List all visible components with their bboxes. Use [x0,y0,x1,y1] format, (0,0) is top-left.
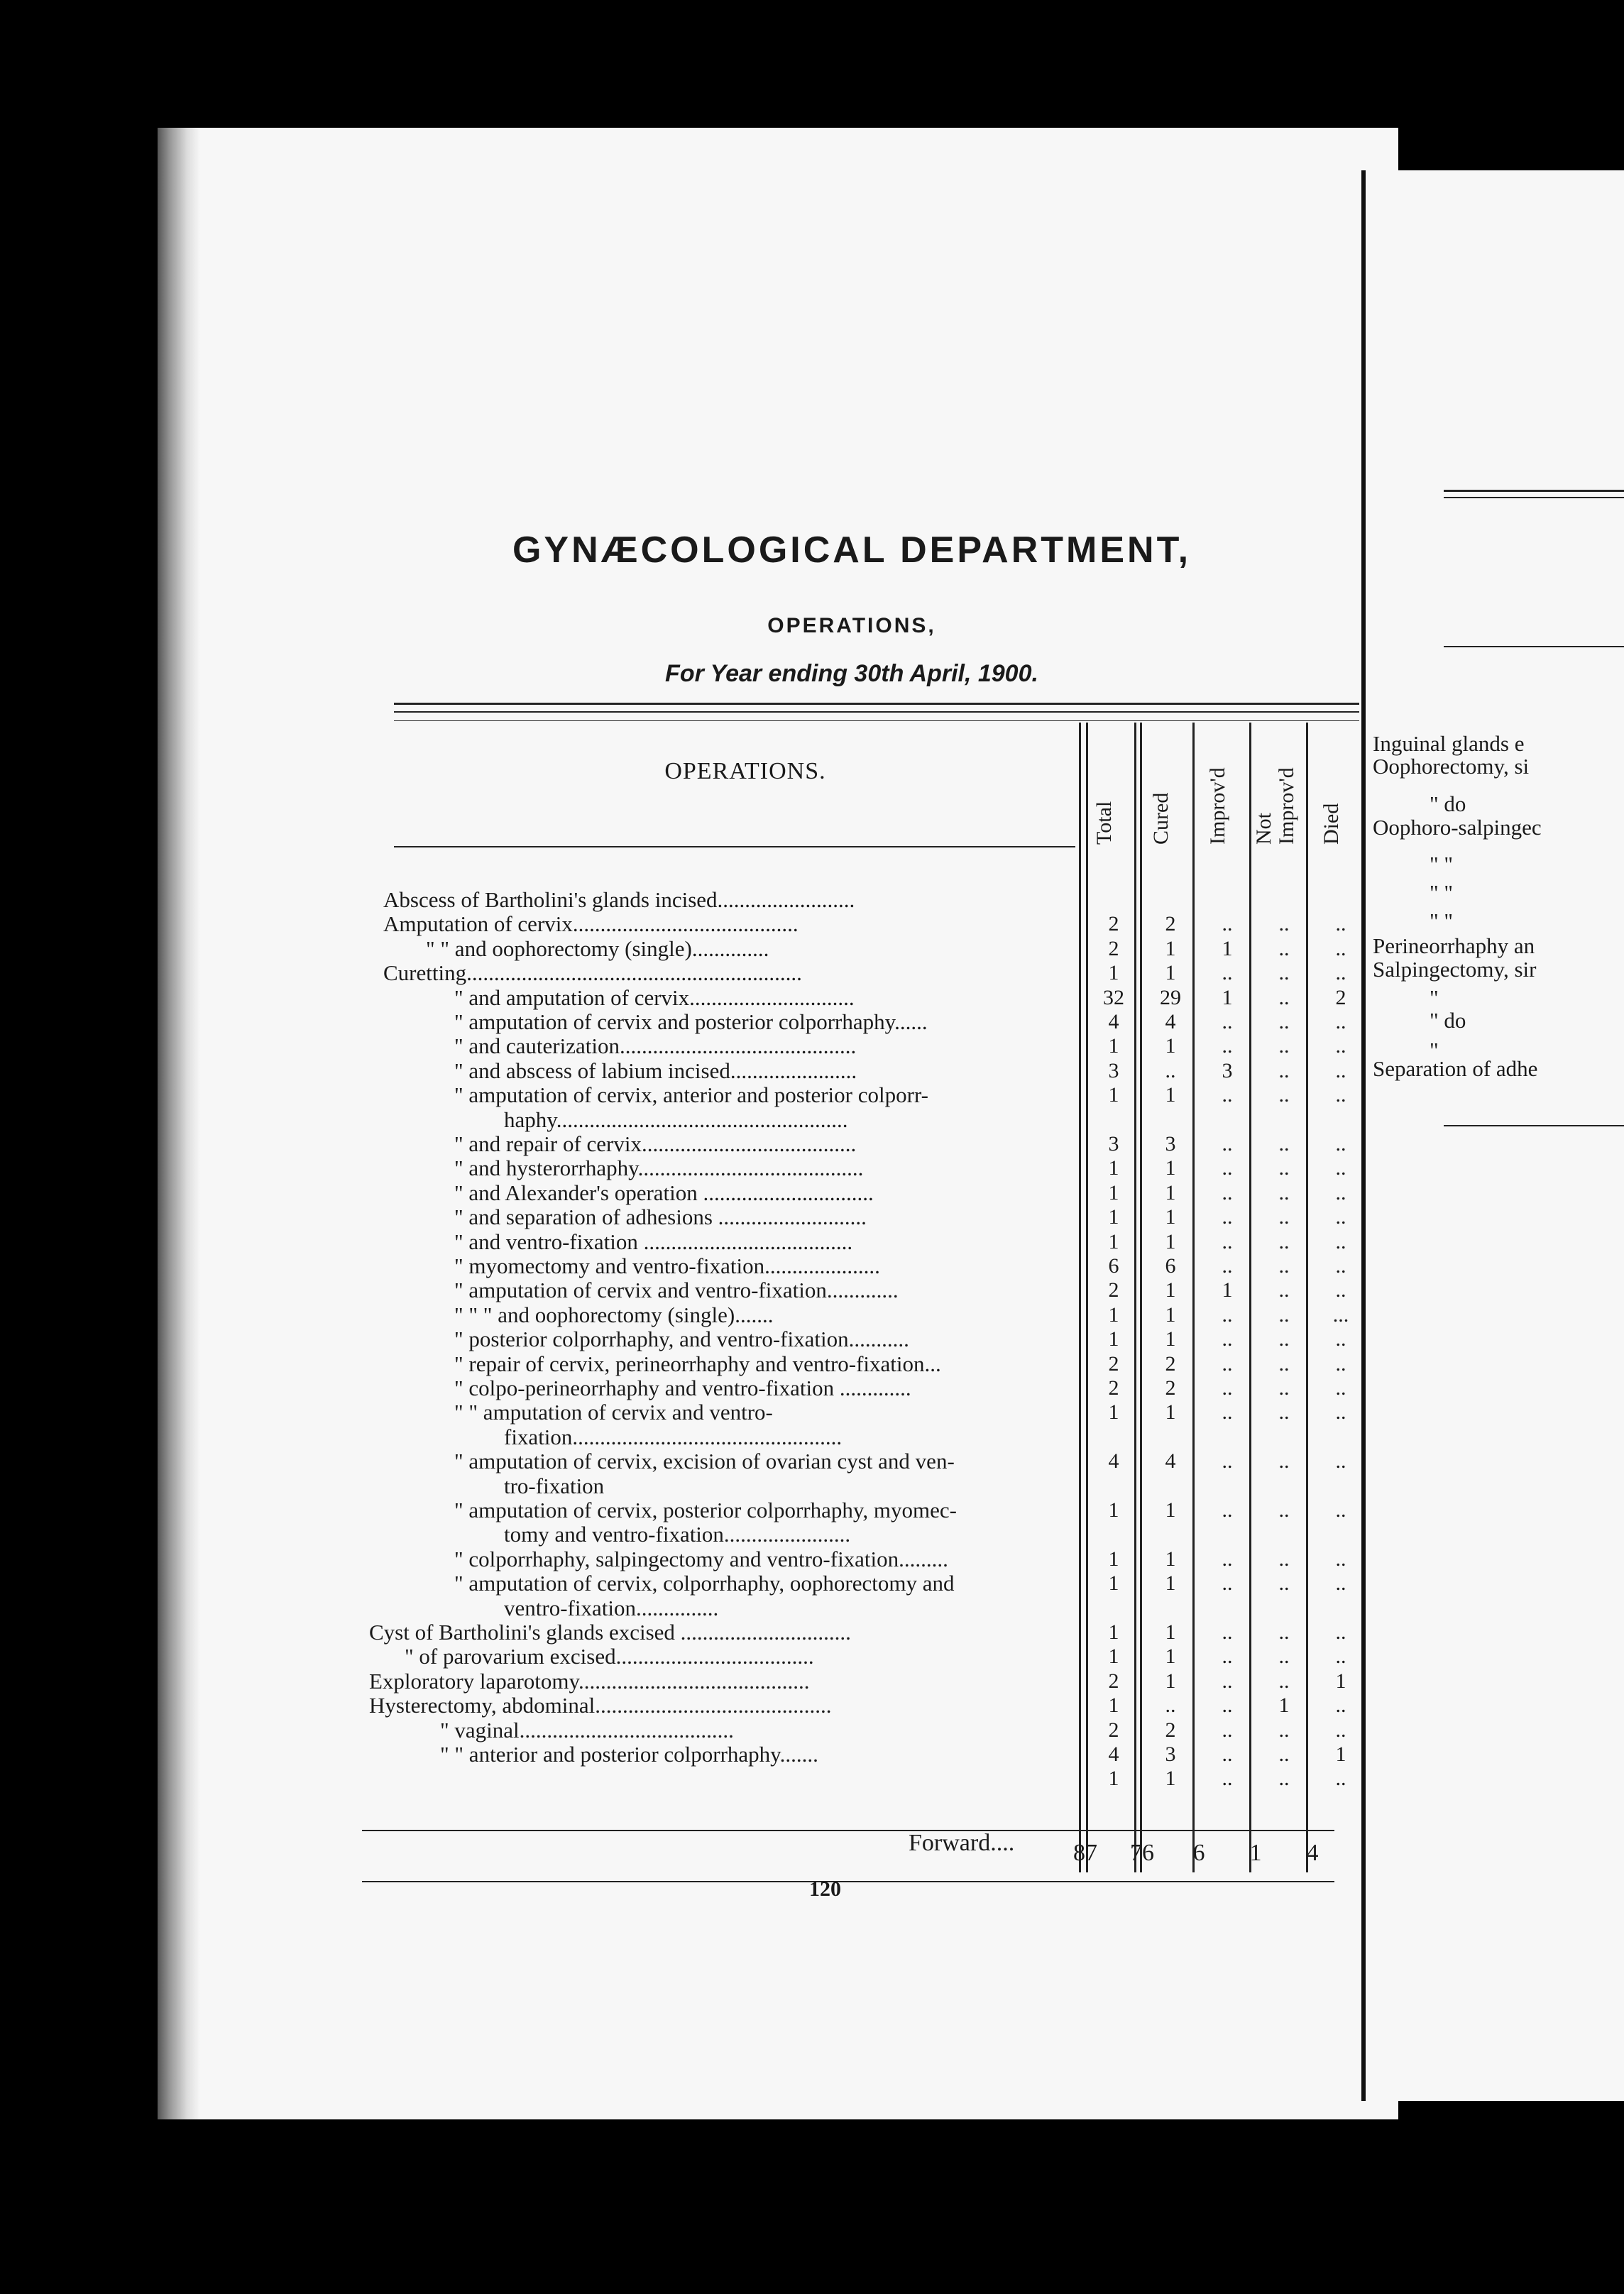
total-value: 2 [1108,1669,1119,1693]
cured-value: 1 [1165,1156,1176,1180]
operation-label: " amputation of cervix, excision of ovarian cyst and ven- [454,1449,955,1474]
died-value: .. [1335,1547,1346,1571]
total-value: 4 [1108,1010,1119,1033]
cured-value: 1 [1165,1767,1176,1791]
operation-label: " myomectomy and ventro-fixation..................... [454,1253,880,1278]
total-value: 1 [1108,1302,1119,1327]
died-value: .. [1335,1645,1346,1669]
right-page-line: " do [1430,791,1466,816]
not-improved-value: .. [1278,1254,1290,1278]
died-value: .. [1335,1351,1346,1376]
died-value: .. [1335,1718,1346,1742]
died-value: .. [1335,1034,1346,1058]
operation-label: " amputation of cervix, posterior colporrhaphy, myomec- [454,1498,957,1522]
cured-value: 1 [1165,1327,1176,1351]
cured-value: 4 [1165,1449,1176,1473]
cured-value: .. [1165,1694,1176,1718]
cured-value: 1 [1165,1205,1176,1229]
died-value: .. [1335,1156,1346,1180]
total-value: 1 [1108,1229,1119,1253]
improved-value: .. [1222,1180,1233,1204]
operation-label: " and Alexander's operation ............................... [454,1180,874,1205]
cured-value: 3 [1165,1132,1176,1156]
operation-label: " amputation of cervix, colporrhaphy, oophorectomy and [454,1571,955,1596]
improved-value: .. [1222,1400,1233,1425]
total-value: 2 [1108,1718,1119,1742]
total-value: 1 [1108,1620,1119,1644]
died-value: .. [1335,1767,1346,1791]
total-value: 1 [1108,1180,1119,1204]
total-value: 2 [1108,936,1119,960]
total-value: 6 [1108,1254,1119,1278]
operation-label: " vaginal....................................... [440,1717,734,1743]
not-improved-value: .. [1278,1229,1290,1253]
operation-label: " and ventro-fixation ...................................... [454,1229,853,1254]
cured-value: 1 [1165,1498,1176,1522]
not-improved-value: .. [1278,1645,1290,1669]
not-improved-value: .. [1278,1767,1290,1791]
right-page-line: " " [1430,880,1454,905]
operation-label: " and hysterorrhaphy......................................... [454,1156,864,1181]
right-page-rule-bottom [1444,1125,1624,1126]
not-improved-value: .. [1278,1571,1290,1596]
total-value: 1 [1108,1205,1119,1229]
improved-value: .. [1222,1083,1233,1107]
died-value: .. [1335,1571,1346,1596]
cured-value: 2 [1165,1351,1176,1376]
right-page-line: Oophoro-salpingec [1373,815,1542,840]
right-page-line: Salpingectomy, sir [1373,957,1537,982]
total-value: 2 [1108,1351,1119,1376]
died-value: .. [1335,1132,1346,1156]
not-improved-value: .. [1278,1302,1290,1327]
improved-value: 1 [1222,936,1233,960]
not-improved-value: .. [1278,1156,1290,1180]
improved-value: .. [1222,1376,1233,1400]
died-value: 1 [1335,1669,1346,1693]
died-value: .. [1335,1278,1346,1302]
not-improved-value: 1 [1278,1694,1290,1718]
improved-value: .. [1222,1669,1233,1693]
page-number: 120 [809,1877,841,1901]
died-column-header: Died [1320,803,1343,845]
cured-value: 29 [1160,985,1181,1009]
operation-label: " and repair of cervix....................................... [454,1131,857,1156]
right-page-rule-top [1444,490,1624,492]
not-improved-value: .. [1278,1034,1290,1058]
not-improved-value: .. [1278,1718,1290,1742]
page-edge [158,128,200,2119]
forward-improved: 6 [1192,1840,1205,1866]
total-value: 4 [1108,1449,1119,1473]
cured-value: 1 [1165,1669,1176,1693]
cured-value: 3 [1165,1743,1176,1766]
improved-value: .. [1222,1718,1233,1742]
improved-value: .. [1222,1327,1233,1351]
operation-label: tomy and ventro-fixation....................... [504,1522,851,1547]
header-rule-3 [394,720,1359,721]
improved-value: .. [1222,1254,1233,1278]
cured-value: 1 [1165,1034,1176,1058]
not-improved-value: .. [1278,1400,1290,1425]
total-column-header: Total [1092,801,1116,845]
total-value: 1 [1108,1571,1119,1596]
died-value: .. [1335,1083,1346,1107]
total-value: 1 [1108,1694,1119,1718]
cured-value: 1 [1165,1571,1176,1596]
cured-value: 1 [1165,1083,1176,1107]
improved-value: .. [1222,1229,1233,1253]
not-improved-value: .. [1278,1278,1290,1302]
not-improved-value: .. [1278,1083,1290,1107]
forward-died: 4 [1306,1840,1319,1866]
not-improved-value: .. [1278,985,1290,1009]
improved-value: .. [1222,1767,1233,1791]
forward-bottom-rule [362,1881,1334,1882]
operation-label: " and cauterization........................................... [454,1033,857,1059]
right-page-rule-mid [1444,646,1624,647]
died-value: .. [1335,1498,1346,1522]
not-improved-value: .. [1278,1743,1290,1766]
total-value: 1 [1108,1767,1119,1791]
improved-value: 1 [1222,985,1233,1009]
forward-total: 87 [1073,1840,1097,1866]
cured-value: 1 [1165,1400,1176,1425]
report-period: For Year ending 30th April, 1900. [665,660,1038,687]
improved-column-header: Improv'd [1206,767,1229,845]
improved-value: 1 [1222,1278,1233,1302]
died-value: .. [1335,1010,1346,1033]
cured-value: 1 [1165,1180,1176,1204]
total-value: 1 [1108,1547,1119,1571]
cured-value: 6 [1165,1254,1176,1278]
operation-label: " amputation of cervix and ventro-fixation............. [454,1278,899,1303]
operation-label: Curetting............................................................. [383,960,802,986]
operation-label: " " and oophorectomy (single).............. [426,935,769,961]
cured-value: 1 [1165,1547,1176,1571]
operation-label: Abscess of Bartholini's glands incised......................... [383,887,855,912]
died-value: .. [1335,1620,1346,1644]
died-value: .. [1335,961,1346,985]
improved-value: .. [1222,961,1233,985]
cured-value: 2 [1165,1718,1176,1742]
operation-label: " " anterior and posterior colporrhaphy....... [440,1742,818,1767]
improved-value: .. [1222,1449,1233,1473]
not-improved-header-line2: Improv'd [1274,767,1298,845]
header-rule-2 [394,711,1359,713]
died-value: 2 [1335,985,1346,1009]
cured-value: 1 [1165,936,1176,960]
not-improved-value: .. [1278,1327,1290,1351]
not-improved-value: .. [1278,1351,1290,1376]
improved-value: .. [1222,1645,1233,1669]
cured-value: 1 [1165,961,1176,985]
operation-label: ventro-fixation............... [504,1595,719,1620]
right-page-line: Oophorectomy, si [1373,754,1530,779]
cured-value: 2 [1165,1376,1176,1400]
total-value: 32 [1103,985,1124,1009]
died-value: .. [1335,1229,1346,1253]
right-page-line: " [1430,1038,1439,1063]
operation-label: " of parovarium excised.................................... [405,1644,814,1669]
total-value: 1 [1108,1400,1119,1425]
improved-value: .. [1222,1743,1233,1766]
cured-value: 1 [1165,1229,1176,1253]
total-value: 4 [1108,1743,1119,1766]
improved-value: .. [1222,1010,1233,1033]
operation-label: " posterior colporrhaphy, and ventro-fixation........... [454,1327,909,1352]
operation-label: Cyst of Bartholini's glands excised ............................... [369,1620,851,1645]
total-value: 2 [1108,912,1119,936]
died-value: ... [1332,1302,1349,1327]
cured-column-header: Cured [1149,792,1173,845]
improved-value: .. [1222,912,1233,936]
total-value: 1 [1108,1083,1119,1107]
cured-value: 1 [1165,1278,1176,1302]
operations-column-header: OPERATIONS. [664,758,826,784]
operation-label: Hysterectomy, abdominal........................................... [369,1693,832,1718]
operation-label: Exploratory laparotomy.......................................... [369,1668,810,1694]
operation-label: " amputation of cervix and posterior colporrhaphy...... [454,1009,928,1034]
cured-value: 4 [1165,1010,1176,1033]
total-value: 3 [1108,1132,1119,1156]
page-subtitle: OPERATIONS, [767,614,936,637]
right-page-rule-top2 [1444,497,1624,498]
not-improved-value: .. [1278,1449,1290,1473]
operation-label: " and amputation of cervix.............................. [454,984,855,1010]
improved-value: .. [1222,1620,1233,1644]
died-value: .. [1335,1205,1346,1229]
total-value: 1 [1108,1156,1119,1180]
total-value: 1 [1108,1327,1119,1351]
operations-head-rule [394,846,1075,847]
operation-label: " and separation of adhesions ........................... [454,1204,867,1230]
operation-label: " amputation of cervix, anterior and posterior colporr- [454,1082,928,1108]
total-value: 1 [1108,1034,1119,1058]
not-improved-value: .. [1278,1498,1290,1522]
operation-label: " " " and oophorectomy (single)....... [454,1302,774,1327]
improved-value: .. [1222,1498,1233,1522]
operation-label: " repair of cervix, perineorrhaphy and ventro-fixation... [454,1351,941,1376]
cured-value: 1 [1165,1645,1176,1669]
died-value: 1 [1335,1743,1346,1766]
died-value: .. [1335,1327,1346,1351]
improved-value: .. [1222,1547,1233,1571]
total-value: 1 [1108,1645,1119,1669]
died-value: .. [1335,1058,1346,1082]
operation-label: " and abscess of labium incised....................... [454,1058,857,1083]
forward-label: Forward.... [909,1830,1015,1856]
not-improved-value: .. [1278,1669,1290,1693]
right-page-line: " " [1430,852,1454,877]
not-improved-value: .. [1278,1180,1290,1204]
right-page-line: " do [1430,1008,1466,1033]
forward-top-rule [362,1830,1334,1831]
operation-label: " colpo-perineorrhaphy and ventro-fixation ............. [454,1376,911,1400]
improved-value: .. [1222,1034,1233,1058]
died-value: .. [1335,1694,1346,1718]
col-divider-total-2 [1086,723,1088,1872]
forward-cured: 76 [1130,1840,1154,1866]
right-page-line: " [1430,985,1439,1010]
right-page-line: Separation of adhe [1373,1056,1538,1081]
died-value: .. [1335,1254,1346,1278]
not-improved-value: .. [1278,912,1290,936]
died-value: .. [1335,1400,1346,1425]
died-value: .. [1335,936,1346,960]
improved-value: .. [1222,1132,1233,1156]
operation-label: " " amputation of cervix and ventro- [454,1400,773,1425]
right-page-line: " " [1430,909,1454,933]
improved-value: .. [1222,1571,1233,1596]
improved-value: .. [1222,1302,1233,1327]
right-page-line: Inguinal glands e [1373,731,1525,756]
operation-label: haphy..................................................... [504,1107,848,1132]
total-value: 1 [1108,1498,1119,1522]
not-improved-value: .. [1278,1205,1290,1229]
not-improved-value: .. [1278,1547,1290,1571]
cured-value: 1 [1165,1620,1176,1644]
improved-value: .. [1222,1156,1233,1180]
improved-value: .. [1222,1694,1233,1718]
total-value: 2 [1108,1376,1119,1400]
cured-value: 2 [1165,912,1176,936]
not-improved-value: .. [1278,1620,1290,1644]
col-divider-cured-2 [1140,723,1142,1872]
operation-label: Amputation of cervix......................................... [383,911,799,937]
not-improved-column-header [1253,767,1297,845]
died-value: .. [1335,1449,1346,1473]
operation-label: fixation................................................. [504,1424,843,1449]
not-improved-value: .. [1278,1376,1290,1400]
total-value: 1 [1108,961,1119,985]
improved-value: .. [1222,1351,1233,1376]
total-value: 2 [1108,1278,1119,1302]
not-improved-value: .. [1278,936,1290,960]
improved-value: 3 [1222,1058,1233,1082]
operation-label: tro-fixation [504,1473,605,1498]
operation-label: " colporrhaphy, salpingectomy and ventro-fixation......... [454,1546,948,1571]
header-rule-1 [394,703,1359,705]
col-divider-total [1079,723,1081,1872]
page-title: GYNÆCOLOGICAL DEPARTMENT, [512,529,1192,571]
cured-value: 1 [1165,1302,1176,1327]
died-value: .. [1335,1376,1346,1400]
cured-value: .. [1165,1058,1176,1082]
died-value: .. [1335,912,1346,936]
not-improved-header-line1: Not [1252,813,1275,845]
improved-value: .. [1222,1205,1233,1229]
not-improved-value: .. [1278,1132,1290,1156]
not-improved-value: .. [1278,1010,1290,1033]
died-value: .. [1335,1180,1346,1204]
right-page [1361,170,1624,2101]
right-page-line: Perineorrhaphy an [1373,933,1535,958]
total-value: 3 [1108,1058,1119,1082]
forward-not-improved: 1 [1249,1840,1262,1866]
not-improved-value: .. [1278,961,1290,985]
not-improved-value: .. [1278,1058,1290,1082]
